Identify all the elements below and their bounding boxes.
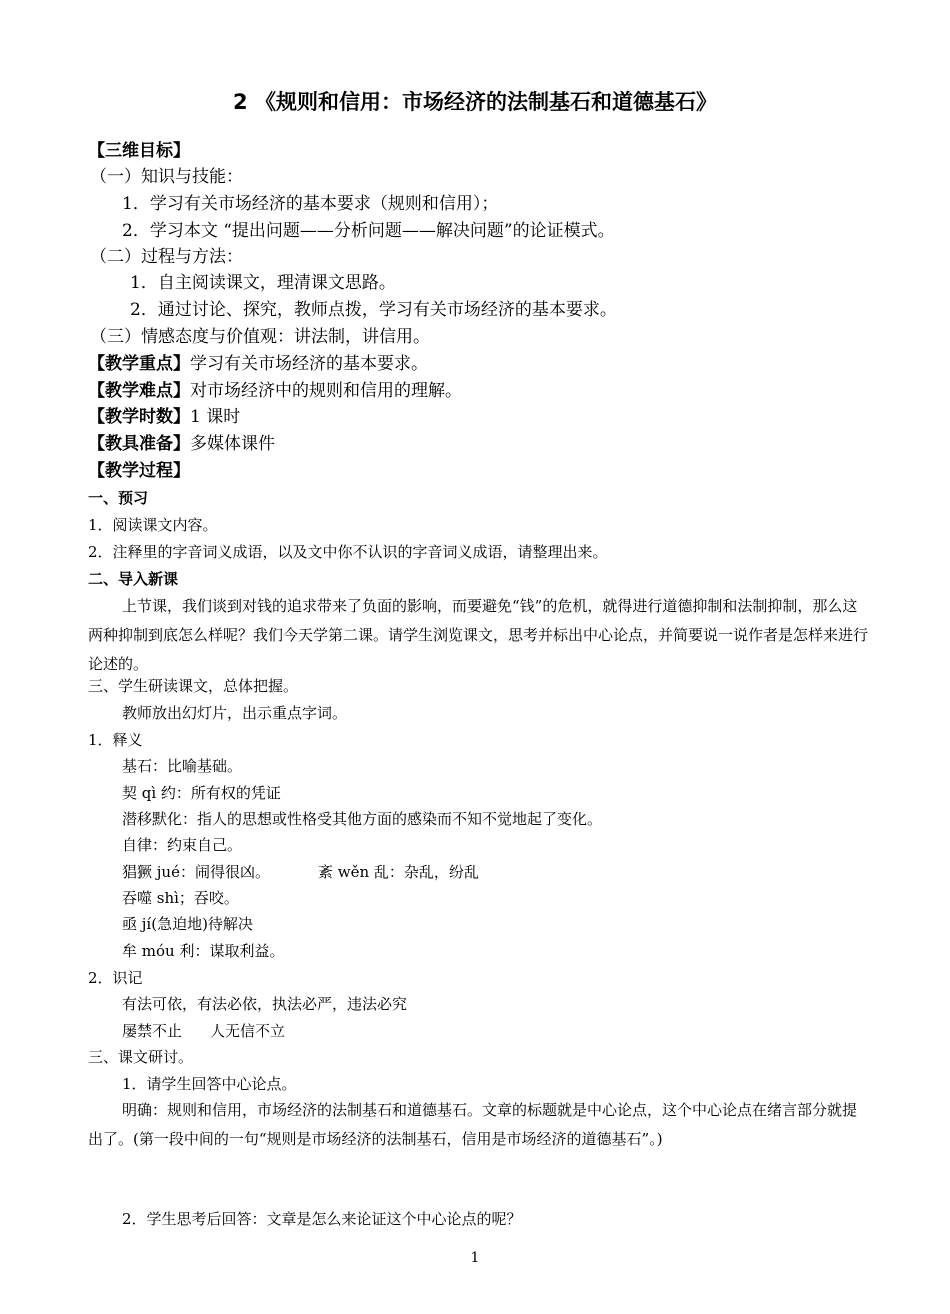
definitions-heading: 1．释义 [88,731,143,749]
intro-heading: 二、导入新课 [88,570,179,588]
discussion-question-2: 2．学生思考后回答：文章是怎么来论证这个中心论点的呢？ [122,1210,522,1228]
knowledge-item-1: 1．学习有关市场经济的基本要求（规则和信用）； [122,194,499,214]
difficulty-label: 【教学难点】 [88,381,190,401]
page-number: 1 [470,1250,480,1266]
process-item-2: 2．通过讨论、探究，教师点拨，学习有关市场经济的基本要求。 [130,300,617,320]
definition-item: 牟 móu 利：谋取利益。 [122,942,285,960]
hours-text: 1 课时 [190,407,241,427]
key-point-text: 学习有关市场经济的基本要求。 [190,354,428,374]
memorize-phrase: 屡禁不止 [122,1022,183,1040]
tools-text: 多媒体课件 [190,434,275,454]
process-heading: （二）过程与方法： [90,247,243,267]
key-point [88,353,428,375]
definition-item: 基石：比喻基础。 [122,757,243,775]
discussion-heading: 三、课文研讨。 [88,1048,194,1066]
memorize-item-1: 有法可依，有法必依，执法必严，违法必究 [122,995,408,1013]
definition-item: 潜移默化：指人的思想或性格受其他方面的感染而不知不觉地起了变化。 [122,810,603,828]
goals-heading: 【三维目标】 [88,141,190,161]
tools [88,433,275,455]
study-heading: 三、学生研读课文，总体把握。 [88,677,299,695]
definition-item: 吞噬 shì；吞咬。 [122,889,239,907]
intro-paragraph: 上节课，我们谈到对钱的追求带来了负面的影响，而要避免“钱”的危机，就得进行道德抑制和法制抑制，那么这两种抑制到底怎么样呢？我们今天学第二课。请学生浏览课文，思考并标出中心论点，并简要说一说作者是怎样来进行论述的。 [88,597,869,673]
document-title: 2 《规则和信用：市场经济的法制基石和道德基石》 [233,90,717,114]
memorize-phrase: 人无信不立 [210,1022,286,1040]
preview-item-2: 2．注释里的字音词义成语，以及文中你不认识的字音词义成语，请整理出来。 [88,543,608,561]
procedure-heading: 【教学过程】 [88,461,190,481]
difficulty-text: 对市场经济中的规则和信用的理解。 [190,381,462,401]
definition-item: 亟 jí(急迫地)待解决 [122,915,253,933]
definition-pair [122,862,479,882]
definition-item: 自律：约束自己。 [122,836,243,854]
hours-label: 【教学时数】 [88,407,190,427]
process-item-1: 1．自主阅读课文，理清课文思路。 [130,273,396,293]
difficulty [88,380,462,402]
discussion-answer-1: 明确：规则和信用，市场经济的法制基石和道德基石。文章的标题就是中心论点，这个中心论点在绪言部分就提出了。(第一段中间的一句“规则是市场经济的法制基石，信用是市场经济的道德基石”。) [88,1101,858,1148]
memorize-heading: 2．识记 [88,969,143,987]
knowledge-heading: （一）知识与技能： [90,167,243,187]
preview-item-1: 1．阅读课文内容。 [88,516,218,534]
definition-item: 猖獗 jué：闹得很凶。 [122,863,270,881]
slide-note: 教师放出幻灯片，出示重点字词。 [122,704,348,722]
definition-item: 紊 wěn 乱：杂乱，纷乱 [317,863,479,881]
key-point-label: 【教学重点】 [88,354,190,374]
emotion-goal: （三）情感态度与价值观：讲法制，讲信用。 [90,327,430,347]
discussion-question-1: 1．请学生回答中心论点。 [122,1075,297,1093]
tools-label: 【教具准备】 [88,434,190,454]
hours [88,406,240,428]
memorize-item-2 [122,1021,285,1041]
knowledge-item-2: 2．学习本文 “提出问题——分析问题——解决问题”的论证模式。 [122,221,615,241]
preview-heading: 一、预习 [88,489,149,507]
definition-item: 契 qì 约：所有权的凭证 [122,784,281,802]
